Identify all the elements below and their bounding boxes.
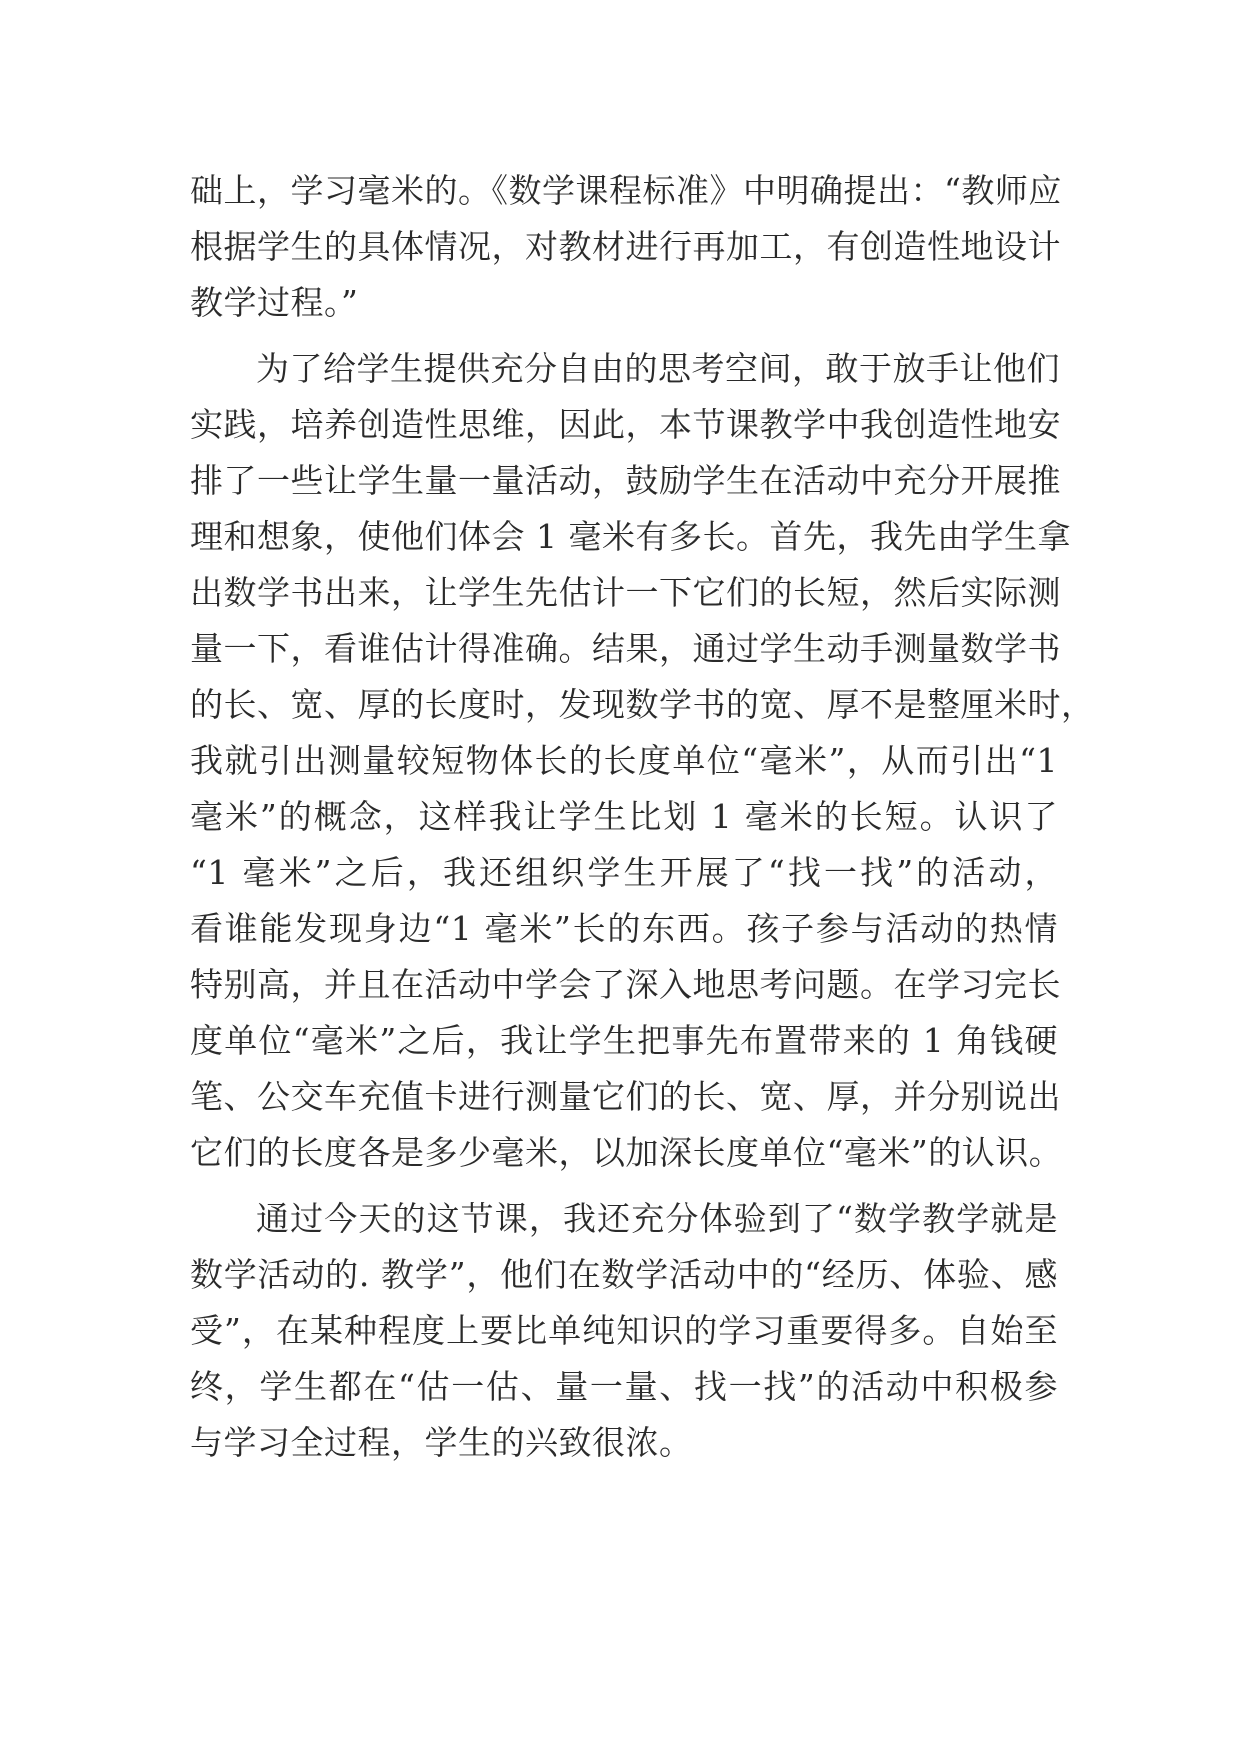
text-line: 量一下，看谁估计得准确。结果，通过学生动手测量数学书 (190, 629, 1061, 668)
text-line: 为了给学生提供充分自由的思考空间，敢于放手让他们 (256, 349, 1060, 388)
text-line: 排了一些让学生量一量活动，鼓励学生在活动中充分开展推 (190, 461, 1061, 500)
text-line: 础上，学习毫米的。《数学课程标准》中明确提出：“教师应 (190, 171, 1062, 210)
text-line: 我就引出测量较短物体长的长度单位“毫米”，从而引出“1 (190, 741, 1058, 780)
document-body (190, 163, 1095, 1471)
text-line: 它们的长度各是多少毫米，以加深长度单位“毫米”的认识。 (190, 1133, 1063, 1172)
text-line: 看谁能发现身边“1 毫米”长的东西。孩子参与活动的热情 (190, 909, 1058, 948)
text-line: 与学习全过程，学生的兴致很浓。 (190, 1423, 693, 1462)
text-line: 毫米”的概念，这样我让学生比划 1 毫米的长短。认识了 (190, 797, 1058, 836)
text-line: 根据学生的具体情况，对教材进行再加工，有创造性地设计 (190, 227, 1061, 266)
paragraph-2 (190, 341, 1095, 1181)
text-line: 受”，在某种程度上要比单纯知识的学习重要得多。自始至 (190, 1311, 1058, 1350)
text-line: 实践，培养创造性思维，因此，本节课教学中我创造性地安 (190, 405, 1061, 444)
text-line: 数学活动的. 教学”，他们在数学活动中的“经历、体验、感 (190, 1255, 1058, 1294)
text-line: 终，学生都在“估一估、量一量、找一找”的活动中积极参 (190, 1367, 1058, 1406)
text-line: 理和想象，使他们体会 1 毫米有多长。首先，我先由学生拿 (190, 517, 1071, 556)
text-line: 的长、宽、厚的长度时，发现数学书的宽、厚不是整厘米时， (190, 685, 1095, 724)
text-line: 度单位“毫米”之后，我让学生把事先布置带来的 1 角钱硬 (190, 1021, 1058, 1060)
paragraph-gap (190, 331, 1058, 341)
paragraph-1 (190, 163, 1062, 331)
text-line: 通过今天的这节课，我还充分体验到了“数学教学就是 (256, 1199, 1058, 1238)
text-line: 出数学书出来，让学生先估计一下它们的长短，然后实际测 (190, 573, 1061, 612)
text-line: “1 毫米”之后，我还组织学生开展了“找一找”的活动， (190, 853, 1058, 892)
paragraph-3 (190, 1191, 1058, 1471)
paragraph-gap (190, 1181, 1058, 1191)
text-line: 教学过程。” (190, 283, 359, 322)
text-line: 笔、公交车充值卡进行测量它们的长、宽、厚，并分别说出 (190, 1077, 1061, 1116)
text-line: 特别高，并且在活动中学会了深入地思考问题。在学习完长 (190, 965, 1061, 1004)
